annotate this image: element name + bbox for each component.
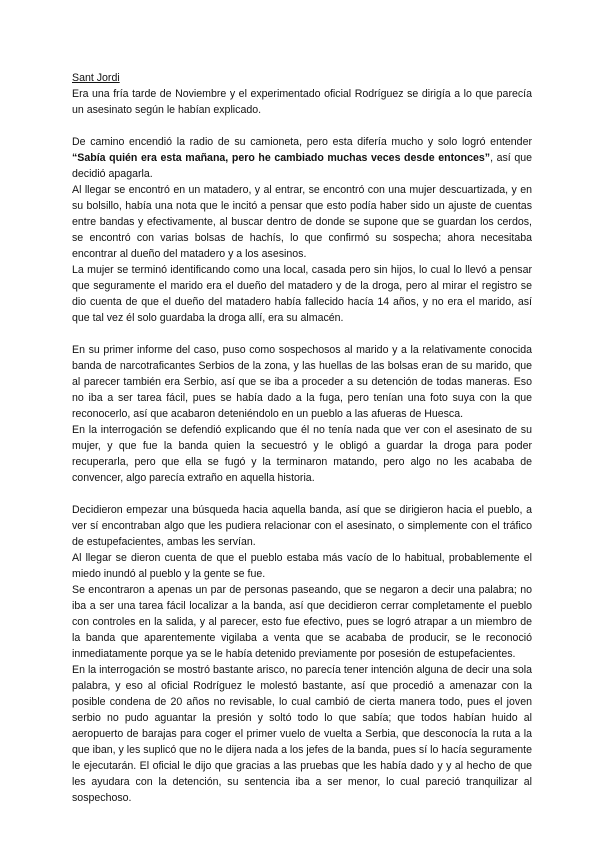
paragraph-gap	[72, 486, 532, 502]
paragraph-3: Al llegar se encontró en un matadero, y al entrar, se encontró con una mujer descuartizada, y en su bolsillo, había una nota que le incitó a pensar que esto podía haber sido un ajuste de cuentas entre bandas y efectivamente, al buscar dentro de donde se supone que se guardan los cerdos, se encontró con varias bolsas de hachís, lo que confirmó su sospecha; ahora necesitaba encontrar al dueño del matadero y a los asesinos.	[72, 184, 532, 260]
paragraph-6: En la interrogación se defendió explicando que él no tenía nada que ver con el asesinato de su mujer, y que fue la banda quien la secuestró y le obligó a guardar la droga para poder recuperarla, pero que ella se fugó y la terminaron matando, pero algo no les acababa de convencer, algo parecía extraño en aquella historia.	[72, 424, 532, 484]
paragraph-2-text-before: De camino encendió la radio de su camioneta, pero esta difería mucho y solo logró entender	[72, 136, 532, 148]
document-title: Sant Jordi	[72, 72, 120, 84]
radio-quote: “Sabía quién era esta mañana, pero he cambiado muchas veces desde entonces”	[72, 152, 491, 164]
paragraph-2	[72, 134, 532, 182]
paragraph-10: En la interrogación se mostró bastante arisco, no parecía tener intención alguna de decir una sola palabra, y eso al oficial Rodríguez le molestó bastante, así que procedió a amenazar con la posible condena de 20 años no revisable, lo cual cambió de cierta manera todo, pues el joven serbio no pudo aguantar la presión y soltó todo lo que sabía; que todos habían huido al aeropuerto de barajas para coger el primer vuelo de vuelta a Serbia, que desconocía la ruta a la que iban, y les suplicó que no le dijera nada a los jefes de la banda, pues sí lo hacía seguramente le ejecutarán. El oficial le dijo que gracias a las pruebas que les había dado y y al hecho de que les ayudara con la detención, su sentencia iba a ser menor, lo cual pareció tranquilizar al sospechoso.	[72, 664, 532, 804]
paragraph-gap	[72, 326, 532, 342]
paragraph-5: En su primer informe del caso, puso como sospechosos al marido y a la relativamente conocida banda de narcotraficantes Serbios de la zona, y las huellas de las bolsas eran de su marido, que al parecer también era Serbio, así que se iba a proceder a su detención de todas maneras. Eso no iba a ser tarea fácil, pues se había dado a la fuga, pero tenían una foto suya con la que reconocerlo, así que acabaron deteniéndolo en un pueblo a las afueras de Huesca.	[72, 344, 532, 420]
paragraph-gap	[72, 118, 532, 134]
paragraph-1: Era una fría tarde de Noviembre y el experimentado oficial Rodríguez se dirigía a lo que parecía un asesinato según le habían explicado.	[72, 88, 532, 116]
document-page	[72, 70, 532, 806]
paragraph-9: Se encontraron a apenas un par de personas paseando, que se negaron a decir una palabra; no iba a ser una tarea fácil localizar a la banda, así que decidieron cerrar completamente el pueblo con controles en la salida, y al parecer, esto fue efectivo, pues se logró atrapar a un miembro de la banda que aparentemente vigilaba a venta que se acababa de producir, se le reconoció inmediatamente porque ya se le había detenido previamente por posesión de estupefacientes.	[72, 584, 532, 660]
paragraph-4: La mujer se terminó identificando como una local, casada pero sin hijos, lo cual lo llevó a pensar que seguramente el marido era el dueño del matadero y de la droga, pero al mirar el registro se dio cuenta de que el dueño del matadero había fallecido hacía 14 años, y no era el marido, así que tal vez él solo guardaba la droga allí, era su almacén.	[72, 264, 532, 324]
paragraph-8: Al llegar se dieron cuenta de que el pueblo estaba más vacío de lo habitual, probablemente el miedo inundó al pueblo y la gente se fue.	[72, 552, 532, 580]
paragraph-7: Decidieron empezar una búsqueda hacia aquella banda, así que se dirigieron hacia el pueblo, a ver sí encontraban algo que les pudiera relacionar con el asesinato, o simplemente con el tráfico de estupefacientes, ambas les servían.	[72, 504, 532, 548]
paragraph-2-text-after: , así que decidió apagarla.	[72, 152, 533, 180]
